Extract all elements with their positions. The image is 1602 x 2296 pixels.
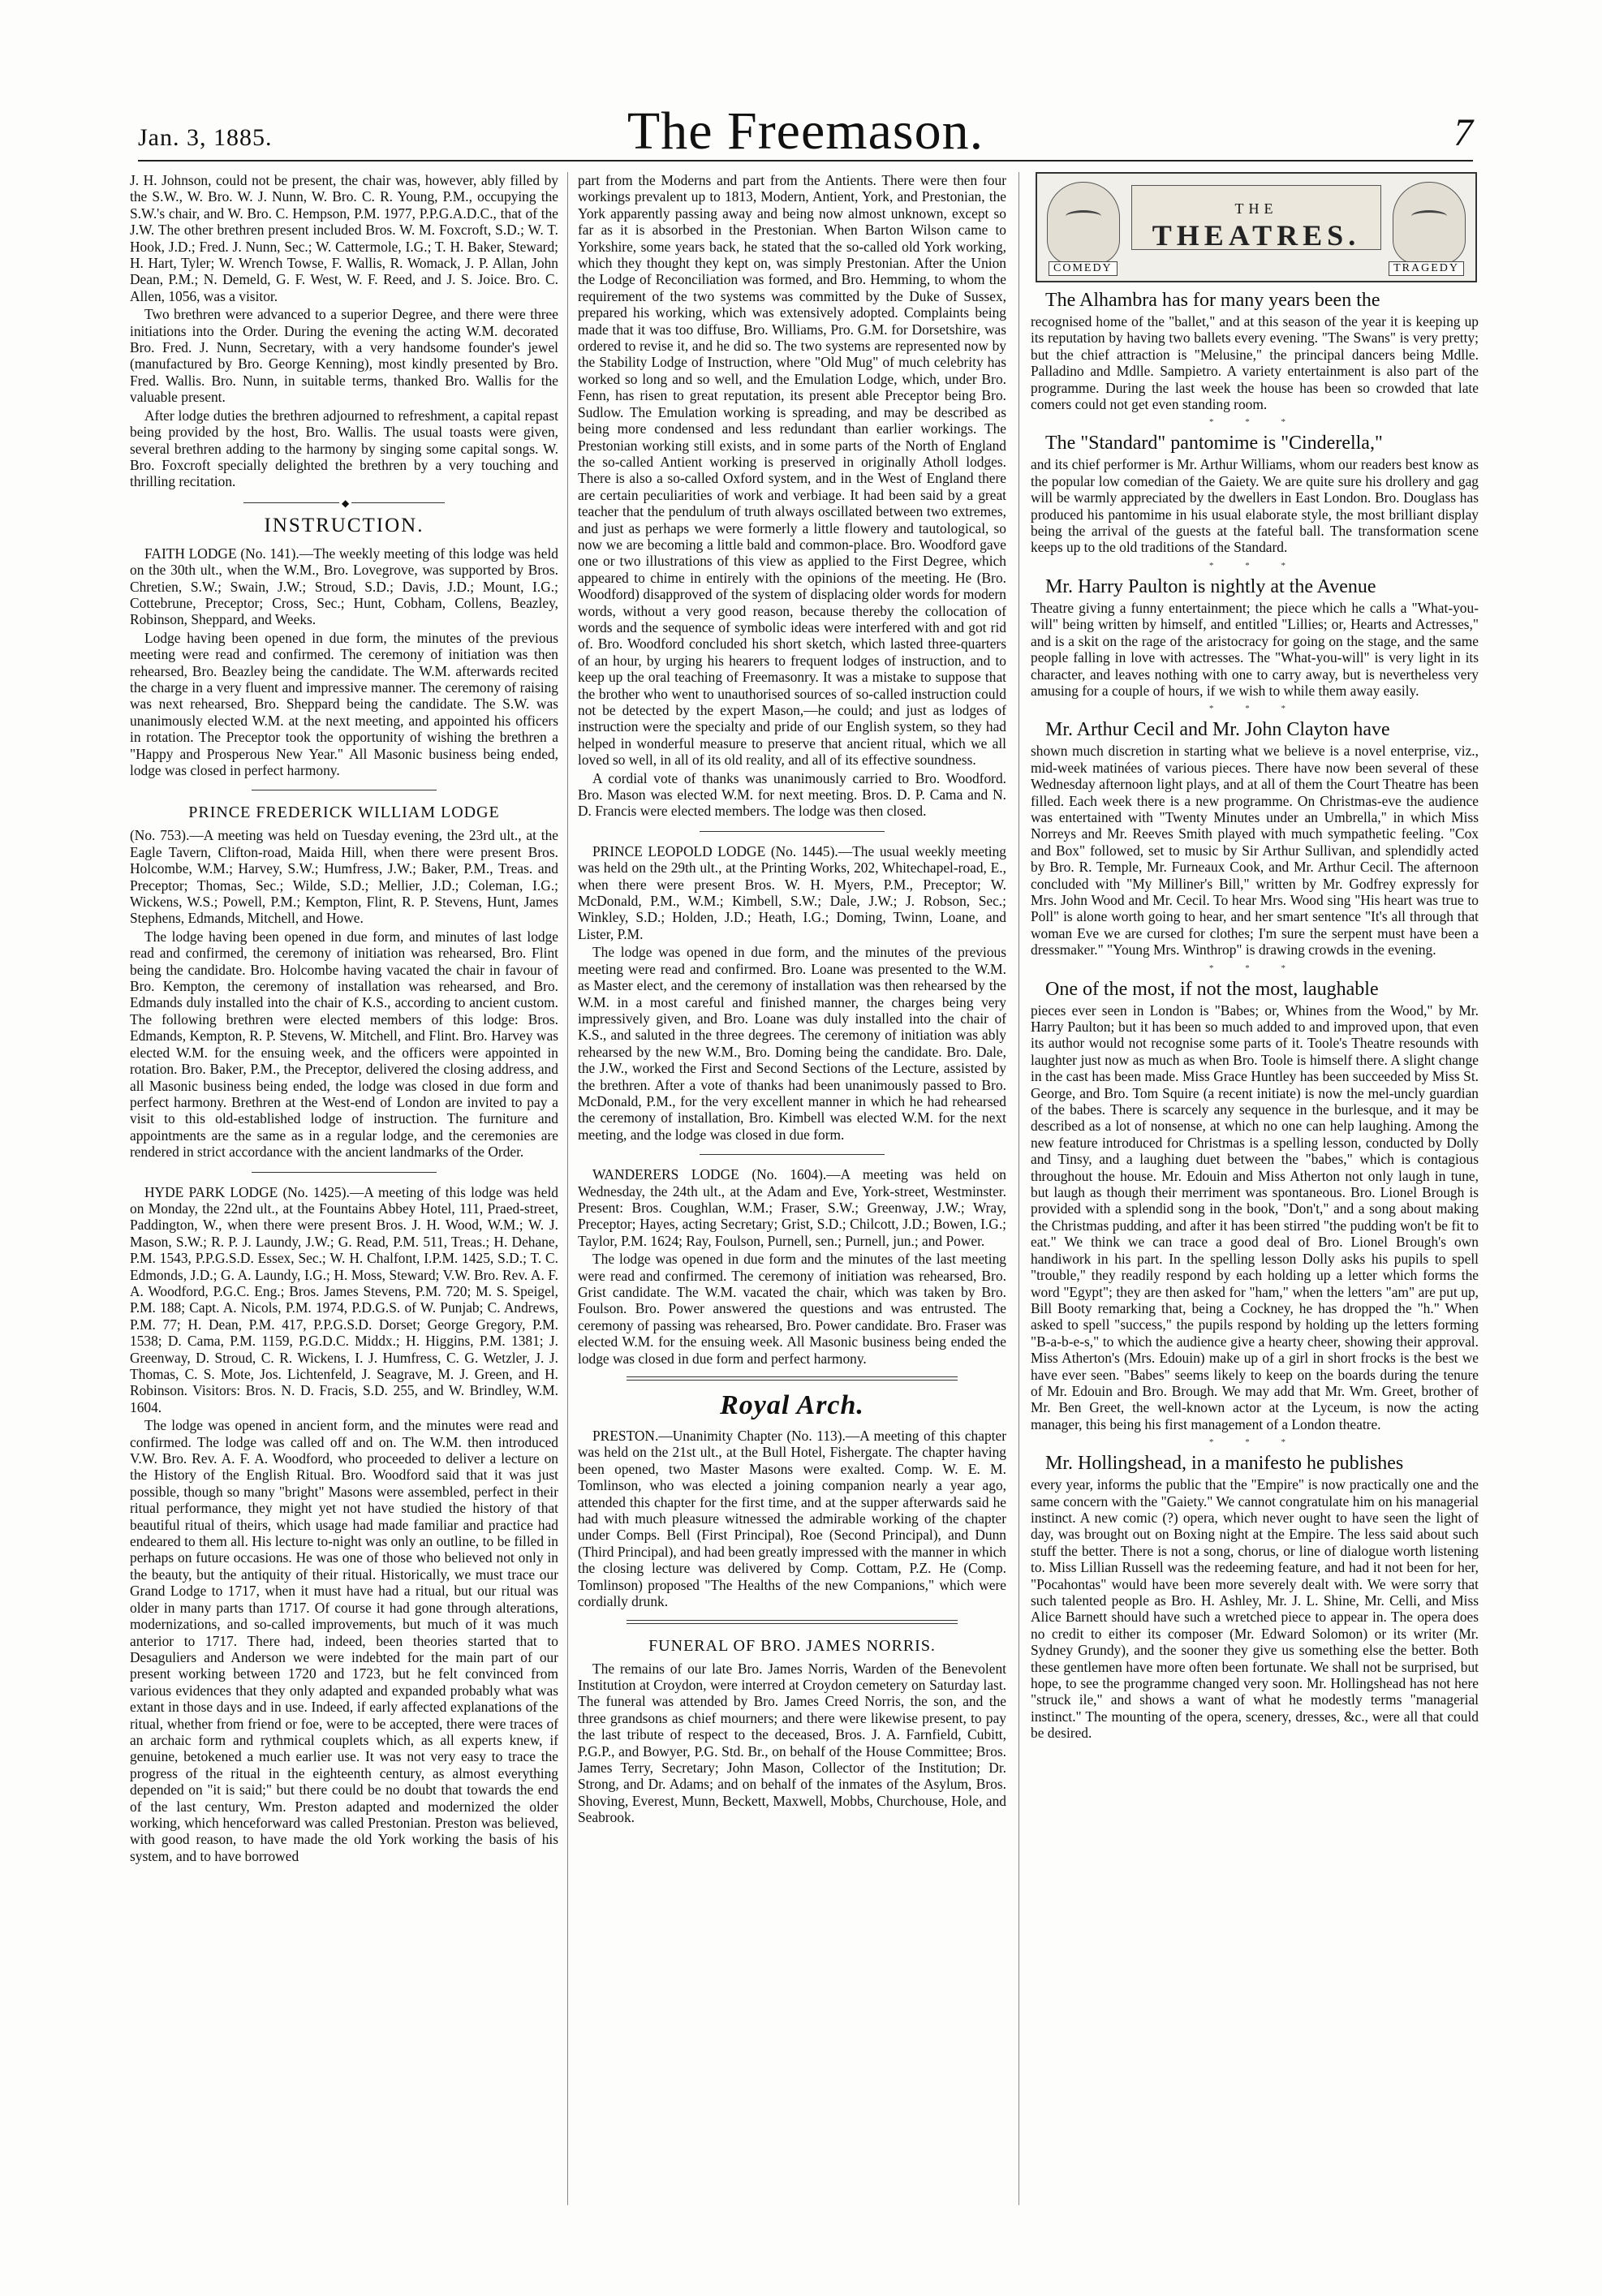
column-rule-1	[567, 172, 568, 2205]
paragraph: WANDERERS LODGE (No. 1604).—A meeting was held on Wednesday, the 24th ult., at the Adam and Eve, York-street, Westminster. Present: Bros. Coughlan, W.M.; Fraser, S.W.; Greenway, J.W.; Wray, Preceptor; Hayes, acting Secretary; Grist, S.D.; Chilcott, J.D.; Bowen, I.G.; Taylor, P.M. 1624; Ray, Foulson, Purnell, sen.; Purnell, jun.; and Power.	[578, 1166, 1006, 1249]
column-2	[578, 172, 1006, 2217]
paragraph: FAITH LODGE (No. 141).—The weekly meeting of this lodge was held on the 30th ult., when the W.M., Bro. Lovegrove, was supported by Bros. Chretien, S.W.; Swain, J.W.; Stroud, S.D.; Davis, J.D.; Mount, I.G.; Cottebrune, Preceptor; Cross, Sec.; Hunt, Cobham, Collens, Beazley, Robinson, Sheppard, and Weeks.	[130, 545, 558, 628]
comedy-mask-icon	[1047, 182, 1120, 265]
section-heading: Royal Arch.	[720, 1390, 864, 1421]
ornament-asterisks: * * *	[1209, 963, 1300, 973]
banner-the: THE	[1234, 200, 1278, 217]
banner-title: THEATRES.	[1152, 219, 1361, 252]
divider	[700, 831, 885, 832]
divider	[243, 497, 445, 508]
paragraph: J. H. Johnson, could not be present, the chair was, however, ably filled by the S.W., W. Bro. W. J. Nunn, W. Bro. C. R. Young, P.M., occupying the S.W.'s chair, and W. Bro. C. Hempson, P.M. 1977, P.P.G.A.D.C., that of the J.W. The other brethren present included Bros. W. M. Foxcroft, S.D.; W. T. Hook, J.D.; Fred. J. Nunn, Sec.; W. Cattermole, I.G.; T. H. Baker, Steward; H. Hart, Tyler; W. Wrench Towse, F. Wallis, R. Womack, J. P. Allan, John Dean, P.M.; N. Demeld, G. F. West, W. F. Reed, and J. S. Joice. Bro. C. Allen, 1056, was a visitor.	[130, 172, 558, 304]
theatres-banner	[1036, 172, 1477, 282]
paragraph: The lodge was opened in due form, and the minutes of the previous meeting were read and confirmed. Bro. Loane was presented to the W.M. as Master elect, and the ceremony of installation was then rehearsed by the W.M. in a most careful and finished manner, the charges being very impressively given, and Bro. Loane was duly installed into the chair of K.S., and saluted in the three degrees. The ceremony of initiation was ably rehearsed by the new W.M., Bro. Doming being the candidate. Bro. Dale, the J.W., worked the First and Second Sections of the Lecture, assisted by the brethren. After a vote of thanks had been unanimously passed to Bro. McDonald, P.M., for the very excellent manner in which he had rehearsed the ceremony of installation, Bro. Kimbell was elected W.M. for the next meeting, and the lodge was closed in due form.	[578, 944, 1006, 1143]
paragraph: shown much discretion in starting what we believe is a novel enterprise, viz., mid-week matinées of various pieces. There have now been several of these Wednesday afternoon light plays, and at all of them the Court Theatre has been filled. Each week there is a new programme. On Christmas-eve the audience was entertained with "Twenty Minutes under an Umbrella," in which Miss Norreys and Mr. Reeves Smith played with much sympathetic feeling. "Cox and Box" followed, set to music by Sir Arthur Sullivan, and splendidly acted by Bro. R. Temple, Mr. Furneaux Cook, and Mr. Arthur Cecil. The afternoon concluded with "My Milliner's Bill," written by Mr. Godfrey expressly for Mrs. John Wood and Mr. Cecil. To hear Mrs. Wood sing "His heart was true to Poll" is alone worth going to hear, and her smart sentence "It's all through that woman Eve we are cursed for clothes; I'm sure the serpent must have been a dressmaker." "Young Mrs. Winthrop" is drawing crowds in the evening.	[1031, 743, 1479, 958]
diamond-icon: ◆	[339, 498, 351, 510]
paragraph-lead: The Alhambra has for many years been the	[1045, 290, 1380, 311]
paragraph: recognised home of the "ballet," and at this season of the year it is keeping up its reputation by having two ballets every evening. "The Swans" is very pretty; but the chief attraction is "Melusine," the principal dancers being Mdlle. Palladino and Mdlle. Sampietro. A variety entertainment is also part of the programme. During the last week the house has been so crowded that late comers could not get even standing room.	[1031, 313, 1479, 413]
paragraph: The lodge was opened in due form and the minutes of the last meeting were read and confirmed. The ceremony of initiation was rehearsed, Bro. Grist candidate. The W.M. vacated the chair, which was taken by Bro. Foulson. Bro. Power answered the questions and was entrusted. The ceremony of passing was rehearsed, Bro. Power candidate. Bro. Fraser was elected W.M. for the ensuing week. All Masonic business being ended the lodge was closed in due form and perfect harmony.	[578, 1251, 1006, 1367]
paragraph-lead: Mr. Harry Paulton is nightly at the Avenue	[1045, 575, 1376, 597]
column-3	[1031, 172, 1479, 2217]
paragraph: The remains of our late Bro. James Norris, Warden of the Benevolent Institution at Croydon, were interred at Croydon cemetery on Saturday last. The funeral was attended by Bro. James Creed Norris, the son, and the three grandsons as chief mourners; and there were likewise present, to pay the last tribute of respect to the deceased, Bros. J. A. Farnfield, Cubitt, P.G.P., and Bowyer, P.G. Std. Br., on behalf of the House Committee; Bros. James Terry, Secretary; John Mason, Collector of the Institution; Dr. Strong, and Dr. Adams; and on behalf of the inmates of the Asylum, Bros. Shoving, Everest, Munn, Beckett, Maxwell, Mobbs, Churchouse, Hole, and Seabrook.	[578, 1660, 1006, 1826]
paragraph: Theatre giving a funny entertainment; the piece which he calls a "What-you-will" being written by himself, and entitled "Lillies; or, Hearts and Actresses," and is a skit on the rage of the aristocracy for going on the stage, and the same people falling in love with actresses. The "What-you-will" is very light in its character, and leaves nothing with one to carry away, but is nevertheless very amusing for a couple of hours, if we wish to while them away easily.	[1031, 599, 1479, 699]
comedy-label: COMEDY	[1049, 261, 1118, 276]
divider	[252, 1172, 437, 1173]
divider	[700, 1154, 885, 1155]
paragraph-lead: One of the most, if not the most, laughable	[1045, 978, 1379, 1000]
article-heading: PRINCE FREDERICK WILLIAM LODGE	[188, 803, 500, 822]
paragraph: The lodge having been opened in due form, and minutes of last lodge read and confirmed, the ceremony of initiation was rehearsed, Bro. Flint being the candidate. Bro. Holcombe having vacated the chair in favour of Bro. Kempton, the ceremony of installation was rehearsed, and Bro. Edmands duly installed into the chair of K.S., according to ancient custom. The following brethren were elected members of this lodge: Bros. Edmands, Kempton, R. P. Stevens, W. Mitchell, and Flint. Bro. Harvey was elected W.M. for the ensuing week, and the officers were appointed in rotation. Bro. Baker, P.M., the Preceptor, delivered the closing address, and all Masonic business being ended, the lodge was closed in due form and perfect harmony. Brethren at the West-end of London are invited to pay a visit to this old-established lodge of instruction. The furniture and appointments are the same as in a regular lodge, and the ceremonies are rendered in strict accordance with the ancient landmarks of the Order.	[130, 928, 558, 1161]
masthead	[138, 93, 1473, 162]
paragraph: every year, informs the public that the "Empire" is now practically one and the same concern with the "Gaiety." We cannot congratulate him on his managerial instinct. A new comic (?) opera, which never ought to have seen the light of day, was brought out on Boxing night at the Empire. The less said about such stuff the better. There is not a song, chorus, or line of dialogue worth listening to. Miss Lillian Russell was the redeeming feature, and had it not been for her, "Pocahontas" would have been more severely dealt with. We were sorry that such talented people as Bro. H. Ashley, Mr. J. L. Shine, Mr. Celli, and Miss Alice Barnett should have such a wretched piece to appear in. The opera does no credit to either its composer (Mr. Edward Solomon) or its writer (Mr. Sydney Grundy), and the sooner they give us something else the better. Both these gentlemen have more often been fortunate. We shall not be surprised, but hope, to see the programme changed very soon. Mr. Hollingshead has not here "struck ile," and shows a want of what he modestly terms "managerial instinct." The mounting of the opera, scenery, dresses, &c., were all that could be desired.	[1031, 1476, 1479, 1742]
paragraph-lead: Mr. Hollingshead, in a manifesto he publishes	[1045, 1453, 1404, 1475]
paragraph: A cordial vote of thanks was unanimously carried to Bro. Woodford. Bro. Mason was elected W.M. for next meeting. Bros. D. P. Cama and N. D. Francis were elected members. The lodge was then closed.	[578, 769, 1006, 820]
tragedy-label: TRAGEDY	[1389, 261, 1464, 276]
paragraph: PRESTON.—Unanimity Chapter (No. 113).—A meeting of this chapter was held on the 21st ult., at the Bull Hotel, Fishergate. The chapter having been opened, two Master Masons were exalted. Comp. W. E. M. Tomlinson, who was elected a joining companion nearly a year ago, attended this chapter for the first time, and at the supper afterwards said he had with much pleasure witnessed the admirable working of the chapter under Comps. Bell (First Principal), Roe (Second Principal), and Dunn (Third Principal), and had been greatly impressed with the manner in which the closing lecture was delivered by Comp. Cottam, P.Z. He (Comp. Tomlinson) proposed "The Healths of the new Companions," which were cordially drunk.	[578, 1428, 1006, 1610]
paragraph: After lodge duties the brethren adjourned to refreshment, a capital repast being provided by the host, Bro. Wallis. The usual toasts were given, several brethren adding to the harmony by singing some capital songs. W. Bro. Foxcroft specially delighted the brethren by a very touching and thrilling recitation.	[130, 407, 558, 490]
ornament-asterisks: * * *	[1209, 704, 1300, 714]
paragraph: Two brethren were advanced to a superior Degree, and there were three initiations into the Order. During the evening the acting W.M. decorated Bro. Fred. J. Nunn, Secretary, with a very handsome founder's jewel (manufactured by Bro. George Kenning), most kindly presented by Bro. Fred. Wallis. Bro. Nunn, in suitable terms, thanked Bro. Wallis for the valuable present.	[130, 306, 558, 406]
ornament-asterisks: * * *	[1209, 1437, 1300, 1448]
paragraph-lead: Mr. Arthur Cecil and Mr. John Clayton have	[1045, 719, 1390, 741]
ornament-asterisks: * * *	[1209, 560, 1300, 571]
paragraph: and its chief performer is Mr. Arthur Williams, whom our readers best know as the popular low comedian of the Gaiety. We are quite sure his drollery and gag will be warmly appreciated by the dwellers in East London. Bro. Douglass has produced his pantomime in his usual elaborate style, the most brilliant display being the arrival of the guests at the fateful ball. The transformation scene keeps up to the old traditions of the Standard.	[1031, 456, 1479, 556]
issue-date: Jan. 3, 1885.	[138, 124, 273, 151]
banner-scroll	[1131, 185, 1381, 250]
paragraph: PRINCE LEOPOLD LODGE (No. 1445).—The usual weekly meeting was held on the 29th ult., at the Printing Works, 202, Whitechapel-road, E., when there were present Bros. W. H. Myers, P.M., Preceptor; W. McDonald, P.M., W.M.; Kimbell, S.W.; Dale, J.W.; J. Robson, Sec.; Winkley, S.D.; Holden, J.D.; Heath, I.G.; Doming, Twinn, Loane, and Lister, P.M.	[578, 842, 1006, 942]
column-rule-2	[1018, 172, 1019, 2205]
divider	[627, 1620, 958, 1624]
column-1	[130, 172, 558, 2217]
paragraph: (No. 753).—A meeting was held on Tuesday evening, the 23rd ult., at the Eagle Tavern, Clifton-road, Maida Hill, when there were present Bros. Holcombe, W.M.; Harvey, S.W.; Humfress, J.W.; Baker, P.M., Treas. and Preceptor; Thomas, Sec.; Wilde, S.D.; Mellier, J.D.; Coleman, I.G.; Wickens, W.S.; Powell, P.M.; Kempton, Flint, R. P. Stevens, Hunt, James Stephens, Edmands, Mitchell, and Howe.	[130, 827, 558, 927]
paragraph: part from the Moderns and part from the Antients. There were then four workings prevalent up to 1813, Modern, Antient, York, and Prestonian, the York apparently passing away and being now almost unknown, except so far as it is absorbed in the Prestonian. When Barton Wilson came to Yorkshire, some years back, he stated that the so-called old York working, which they thought they kept on, was simply Prestonian. After the Union the Lodge of Reconciliation was formed, and Bro. Hemming, to whom the requirement of the two systems was committed by the Duke of Sussex, prepared his working, which was extensively adopted. Complaints being made that it was too diffuse, Bro. Williams, Pro. G.M. for Dorsetshire, was ordered to revise it, and he did so. The two systems are represented now by the Stability Lodge of Instruction, where "Old Mug" of much celebrity has worked so long and so well, and the Emulation Lodge, which, under Bro. Fenn, has risen to great reputation, its present able Preceptor being Bro. Sudlow. The Emulation working is spreading, and may be described as being more condensed and less redundant than earlier workings. The Prestonian working still exists, and in some parts of the North of England the so-called Antient working is preserved in originally Atholl lodges. There is also a so-called Oxford system, and in the West of England there are certain peculiarities of work and verbiage. It had been said by a great teacher that the pendulum of truth always oscillated between two extremes, and just as perhaps we were formerly a little flowery and tautological, so now we are becoming a little bald and common-place. Bro. Woodford gave one or two illustrations of this view as applied to the First Degree, which appeared to chime in entirely with the opinions of the meeting. He (Bro. Woodford) disapproved of the system of displacing older words for modern words, without a very good reason, because thereby the collocation of words and the sequence of symbolic ideas were interfered with and got rid of. Bro. Woodford concluded his short sketch, which lasted three-quarters of an hour, by urging his hearers to frequent lodges of instruction, and to keep up the oral teaching of Freemasonry. It was a mistake to suppose that the brother who went to unauthorised sources of so-called instruction could not be detected by the expert Mason,—he could; and just as lodges of instruction were the specialty and pride of our English system, so they had helped in wonderful measure to preserve that ancient ritual, which we all loved so well, in all of its old reality, and all of its effective soundness.	[578, 172, 1006, 769]
paragraph: HYDE PARK LODGE (No. 1425).—A meeting of this lodge was held on Monday, the 22nd ult., at the Fountains Abbey Hotel, 111, Praed-street, Paddington, W., when there were present Bros. J. H. Wood, W.M.; W. J. Mason, S.W.; R. P. J. Laundy, J.W.; G. Read, P.M. 511, Treas.; H. Dehane, P.M. 1543, P.P.G.S.D. Essex, Sec.; W. H. Chalfont, I.P.M. 1425, S.D.; T. C. Edmonds, J.D.; G. A. Laundy, I.G.; H. Moss, Steward; V.W. Bro. Rev. A. F. A. Woodford, P.G.C. Eng.; Bros. James Stevens, P.M. 720; M. S. Speigel, P.M. 188; Capt. A. Nicols, P.M. 1974, P.D.G.S. of W. Punjab; C. Andrews, P.M. 77; H. Dean, P.M. 417, P.P.G.S.D. Dorset; George Gregory, P.M. 1538; D. Cama, P.M. 1159, P.G.D.C. Middx.; H. Higgins, P.M. 1381; J. Greenway, D. Stroud, C. R. Wickens, I. J. Humfress, C. G. Wetzler, J. J. Thomas, C. S. Mote, Jos. Lichtenfeld, J. Seagrave, M. J. Green, and H. Robinson. Visitors: Bros. N. D. Fracis, S.D. 255, and W. Brindley, W.M. 1604.	[130, 1183, 558, 1415]
page-number: 7	[1453, 111, 1473, 154]
paragraph-lead: The "Standard" pantomime is "Cinderella,"	[1045, 433, 1383, 454]
article-heading: FUNERAL OF BRO. JAMES NORRIS.	[648, 1636, 936, 1655]
tragedy-mask-icon	[1393, 182, 1466, 265]
paragraph: Lodge having been opened in due form, the minutes of the previous meeting were read and confirmed. The ceremony of initiation was then rehearsed, Bro. Beazley being the candidate. The W.M. afterwards recited the charge in a very fluent and impressive manner. The ceremony of raising was next rehearsed, Bro. Sheppard being the candidate. The S.W. was unanimously elected W.M. at the next meeting, and appointed his officers in rotation. The Preceptor took the opportunity of wishing the brethren a "Happy and Prosperous New Year." All Masonic business being ended, lodge was closed in perfect harmony.	[130, 629, 558, 778]
paragraph: The lodge was opened in ancient form, and the minutes were read and confirmed. The lodge was called off and on. The W.M. then introduced V.W. Bro. Rev. A. F. A. Woodford, who proceeded to deliver a lecture on the History of the English Ritual. Bro. Woodford said that it was just possible, though so many "bright" Masons were assembled, perfect in their ritual performance, they might yet not have studied the history of that beautiful ritual of theirs, which usage had made familiar and practice had endeared to them all. His lecture to-night was only an outline, to be filled in perhaps on future occasions. He was one of those who believed not only in the beauty, but the antiquity of their ritual. Historically, we must trace our Grand Lodge to 1717, when it must have had a ritual, but our ritual was older in many parts than 1717. Of course it had gone through alterations, modernizations, and so-called improvements, but much of it was much anterior to 1717. There had, indeed, been theories started that to Desaguliers and Anderson we were indebted for the main part of our present working between 1720 and 1723, but he felt convinced from various evidences that they only adapted and expanded probably what was extant in those days and in use. Indeed, if early affected explanations of the ritual, whether from friend or foe, were to be accepted, there were traces of an archaic form and rythmical couplets which, as all experts knew, if genuine, betokened a much earlier use. It was not very easy to trace the progress of the ritual in the eighteenth century, as almost everything depended on "it is said;" but there could be no doubt that towards the end of the last century, Wm. Preston adapted and modernized the older working, which henceforward was called Prestonian. Preston was believed, with good reason, to have made the old York working the basis of his system, and to have borrowed	[130, 1417, 558, 1864]
section-heading: INSTRUCTION.	[264, 514, 424, 536]
paragraph: pieces ever seen in London is "Babes; or, Whines from the Wood," by Mr. Harry Paulton; but it has been so much added to and improved upon, that even its author would not recognise some parts of it. Toole's Theatre resounds with laughter just now as much as when Bro. Toole is himself there. A slight change in the cast has been made. Miss Grace Huntley has been succeeded by Miss St. George, and Bro. Tom Squire (a recent initiate) is now the mel-uncly guardian of the babes. There is scarcely any sequence in the burlesque, and it may be described as a lot of nonsense, at which no one can help laughing. Among the new feature introduced for Christmas is a spelling lesson, conducted by Dolly and Tinsy, and a laughing duet between the "babes," which is contagious throughout the house. Mr. Edouin and Miss Atherton not only laugh in tune, but laugh as though their merriment was spontaneous. Bro. Lionel Brough is provided with a splendid song in the book, "Don't," and a song about making the Christmas pudding, and after it has been stirred "the pudding won't be fit to eat." We think we can trace a good deal of Bro. Lionel Brough's own handiwork in his part. In the spelling lesson Dolly asks his pupils to spell "trouble," they readily respond by each holding up a letter which forms the word "Egypt"; they are then asked for "ham," when the letters "am" are put up, Bill Booty remarking that, being a Cockney, he has dropped the "h." When asked to spell "success," the pupils respond by holding up the letters forming "B-a-b-e-s," to which the audience give a hearty cheer, showing their approval. Miss Atherton's (Mrs. Edouin) make up of a girl in short frocks is the best we have ever seen. "Babes" seems likely to keep on the boards during the tenure of Mr. Edouin and Bro. Brough. We may add that Mr. Wm. Greet, brother of Mr. Ben Greet, the well-known actor at the Lyceum, is now the acting manager, this being his first management of a London theatre.	[1031, 1002, 1479, 1432]
divider	[627, 1376, 958, 1381]
ornament-asterisks: * * *	[1209, 417, 1300, 428]
newspaper-title: The Freemason.	[627, 101, 984, 161]
